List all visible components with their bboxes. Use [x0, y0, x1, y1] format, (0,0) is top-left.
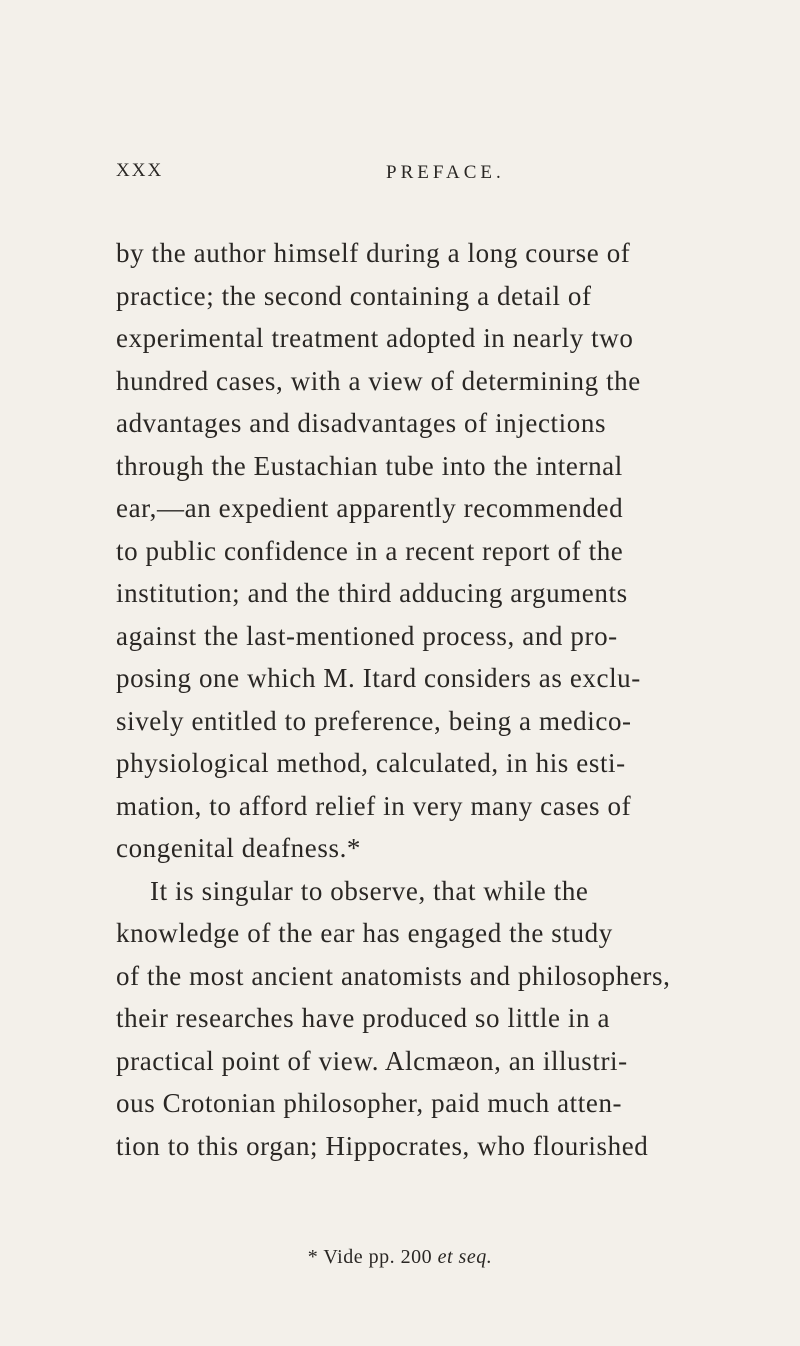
text-line: hundred cases, with a view of determining the: [116, 365, 641, 396]
running-head: PREFACE.: [386, 162, 505, 183]
text-line: knowledge of the ear has engaged the study: [116, 918, 613, 948]
page-header: [116, 160, 716, 190]
footnote: [0, 1246, 800, 1269]
text-line: advantages and disadvantages of injections: [116, 408, 607, 438]
text-line: sively entitled to preference, being a medico-: [116, 705, 632, 736]
page-number: XXX: [116, 160, 164, 181]
text-line: by the author himself during a long course of: [116, 238, 631, 268]
text-line: experimental treatment adopted in nearly two: [116, 323, 634, 353]
text-line: practical point of view. Alcmæon, an illustri-: [116, 1045, 628, 1076]
text-line: institution; and the third adducing arguments: [116, 578, 628, 608]
text-line: congenital deafness.*: [116, 833, 362, 863]
text-line: ear,—an expedient apparently recommended: [116, 493, 624, 523]
body-text: [116, 232, 728, 1167]
text-line: ous Crotonian philosopher, paid much atten-: [116, 1088, 623, 1118]
text-line: tion to this organ; Hippocrates, who flourished: [116, 1130, 649, 1161]
text-line: against the last-mentioned process, and pro-: [116, 620, 618, 651]
paragraph-start-line: It is singular to observe, that while the: [150, 875, 589, 906]
footnote-text: Vide pp. 200: [323, 1246, 433, 1268]
text-line: practice; the second containing a detail of: [116, 280, 592, 311]
text-line: of the most ancient anatomists and philosophers,: [116, 960, 671, 991]
text-line: posing one which M. Itard considers as exclu-: [116, 663, 641, 693]
text-line: their researches have produced so little in a: [116, 1003, 611, 1033]
text-line: through the Eustachian tube into the internal: [116, 450, 623, 481]
text-line: physiological method, calculated, in his esti-: [116, 748, 626, 778]
text-line: mation, to afford relief in very many cases of: [116, 790, 632, 821]
footnote-marker: *: [307, 1246, 319, 1268]
footnote-italic: et seq.: [437, 1246, 493, 1268]
text-line: to public confidence in a recent report of the: [116, 535, 624, 566]
